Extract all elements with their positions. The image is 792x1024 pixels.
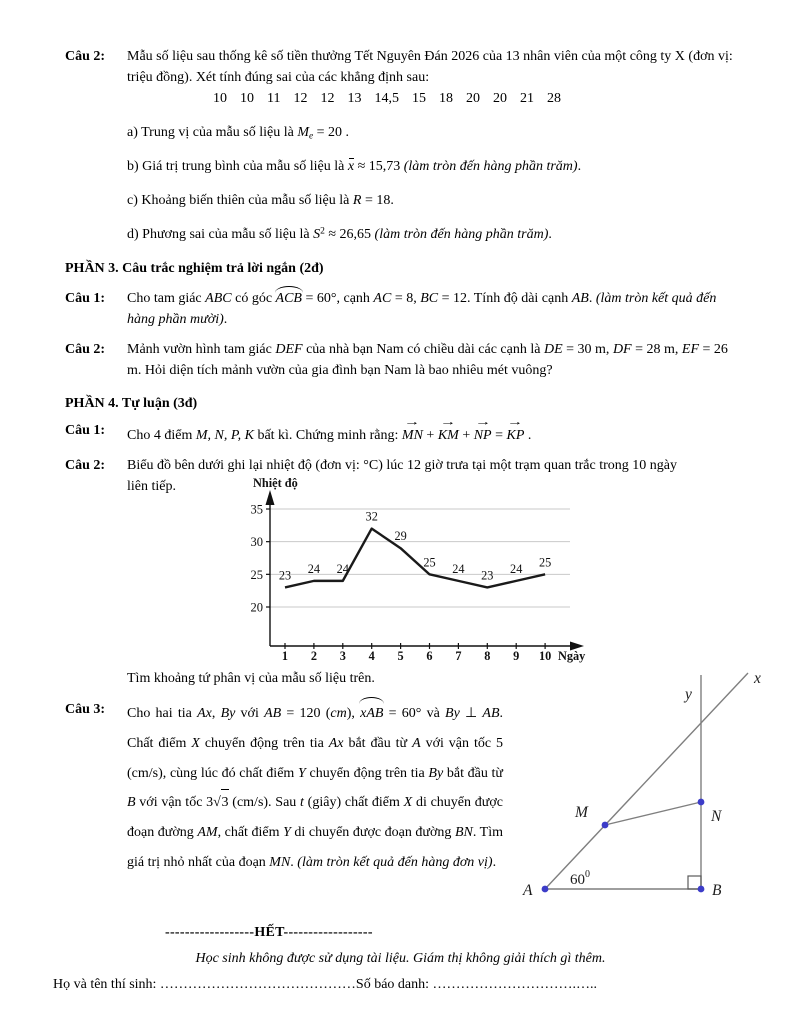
statement-b: b) Giá trị trung bình của mẫu số liệu là x ≈ 15,73 (làm tròn đến hàng phần trăm). [127,156,736,177]
question-label: Câu 3: [65,702,106,717]
x-tick-label: 1 [281,649,289,663]
data-value: 13 [347,91,362,106]
x-axis-title: Ngày [558,649,586,663]
question-part1-cau2 [65,46,736,245]
point-n-dot [698,799,705,806]
geometry-figure [515,661,787,907]
value-label: 25 [423,555,436,570]
data-sample-row [213,88,736,109]
x-tick-label: 8 [484,649,491,663]
temperature-chart [240,476,632,664]
question-task: Tìm khoảng tứ phân vị của mẫu số liệu trên. [127,671,375,686]
label-n: N [711,808,722,825]
question-label: Câu 1: [65,291,106,306]
question-text: Cho tam giác ABC có góc ACB = 60°, cạnh AC = 8, BC = 12. Tính độ dài cạnh AB. (làm tròn kết quả đến hàng phần mười). [127,288,736,330]
question-part4-cau1 [65,420,736,446]
y-axis-arrow [266,490,275,505]
data-value: 15 [411,91,426,106]
point-b-dot [698,886,705,893]
data-value: 20 [465,91,480,106]
question-label: Câu 2: [65,342,106,357]
part3-heading: PHẦN 3. Câu trắc nghiệm trả lời ngắn (2đ) [65,261,324,276]
question-label: Câu 1: [65,423,106,438]
x-tick-label: 6 [426,649,433,663]
data-value: 14,5 [374,91,399,106]
question-text-line1: Biểu đồ bên dưới ghi lại nhiệt độ (đơn vị: °C) lúc 12 giờ trưa tại một trạm quan trắc trong 10 ngày [127,458,677,473]
y-tick-label: 35 [250,502,263,517]
x-tick-label: 4 [368,649,375,663]
label-m: M [575,804,588,821]
x-tick-label: 10 [538,649,552,663]
value-label: 24 [452,561,465,576]
x-tick-label: 3 [339,649,346,663]
data-value: 10 [240,91,254,106]
statement-a: a) Trung vị của mẫu số liệu là $M_e = 20$ . [127,125,349,141]
data-value: 18 [438,91,453,106]
statement-c: c) Khoảng biến thiên của mẫu số liệu là R = 18. [127,193,394,208]
label-x: x [754,670,761,687]
x-tick-label: 9 [513,649,520,663]
question-intro: Mẫu số liệu sau thống kê số tiền thưởng Tết Nguyên Đán 2026 của 13 nhân viên của một công ty X (đơn vị: triệu đồng). Xét tính đúng sai của các khẳng định sau: [127,49,733,85]
value-label: 23 [481,568,494,583]
x-tick-label: 5 [397,649,404,663]
data-value: 12 [293,91,308,106]
candidate-name-line: Họ và tên thí sinh: ……………………………………Số báo danh: ………………………….….. [53,977,598,992]
data-value: 11 [267,91,281,106]
question-text: Cho hai tia Ax, By với AB = 120 (cm), xAB = 60° và By ⊥ AB. Chất điểm X chuyển động trên tia Ax bắt đầu từ A với vận tốc 5 (cm/s), cùng lúc đó chất điểm Y chuyển động trên tia By bắt đầu từ B với vận tốc 3 √ 3 (cm/s). Sau t (giây) chất điểm X di chuyển được đoạn đường AM, chất điểm Y di chuyển được đoạn đường BN. Tìm giá trị nhỏ nhất của đoạn MN. (làm tròn kết quả đến hàng đơn vị). [127,699,503,878]
data-line [285,529,545,588]
label-b: B [712,882,722,899]
segment-mn [605,802,701,825]
data-value: 20 [492,91,507,106]
question-label: Câu 2: [65,49,106,64]
value-label: 32 [365,509,378,524]
question-part3-cau1 [65,288,736,330]
label-a: A [523,882,533,899]
question-part4-cau2 [65,455,736,689]
statement-d: d) Phương sai của mẫu số liệu là $S^2 \approx 26,65$ (làm tròn đến hàng phần trăm). [127,226,552,242]
y-tick-label: 30 [250,535,263,550]
point-m-dot [602,822,609,829]
end-marker: ------------------HẾT------------------ [165,925,373,940]
data-value: 28 [546,91,561,106]
exam-note: Học sinh không được sử dụng tài liệu. Giám thị không giải thích gì thêm. [195,951,606,966]
y-tick-label: 25 [250,567,263,582]
x-tick-label: 7 [455,649,462,663]
question-text: Mảnh vườn hình tam giác DEF của nhà bạn Nam có chiều dài các cạnh là DE = 30 m, DF = 28 m, EF = 26 m. Hỏi diện tích mảnh vườn của gia đình bạn Nam là bao nhiêu mét vuông? [127,342,728,378]
value-label: 24 [307,561,321,576]
data-value: 21 [519,91,534,106]
part4-heading: PHẦN 4. Tự luận (3đ) [65,396,198,411]
value-label: 29 [394,529,407,544]
question-label: Câu 2: [65,458,106,473]
question-text-line2: liên tiếp. [127,479,176,494]
chart-title: Nhiệt độ [253,476,298,490]
question-part3-cau2 [65,339,736,381]
value-label: 24 [336,561,349,576]
data-value: 12 [320,91,335,106]
point-a-dot [542,886,549,893]
x-tick-label: 2 [310,649,317,663]
label-y: y [685,686,692,703]
value-label: 24 [510,561,523,576]
question-text: Cho 4 điểm M, N, P, K bất kì. Chứng minh rằng: → MN + → KM + → NP = → KP . [127,420,736,446]
value-label: 25 [538,555,552,570]
value-label: 23 [278,568,292,583]
angle-label: $60^0$ [570,869,590,888]
y-tick-label: 20 [250,600,263,615]
data-value: 10 [213,91,227,106]
ray-ax [545,673,748,889]
